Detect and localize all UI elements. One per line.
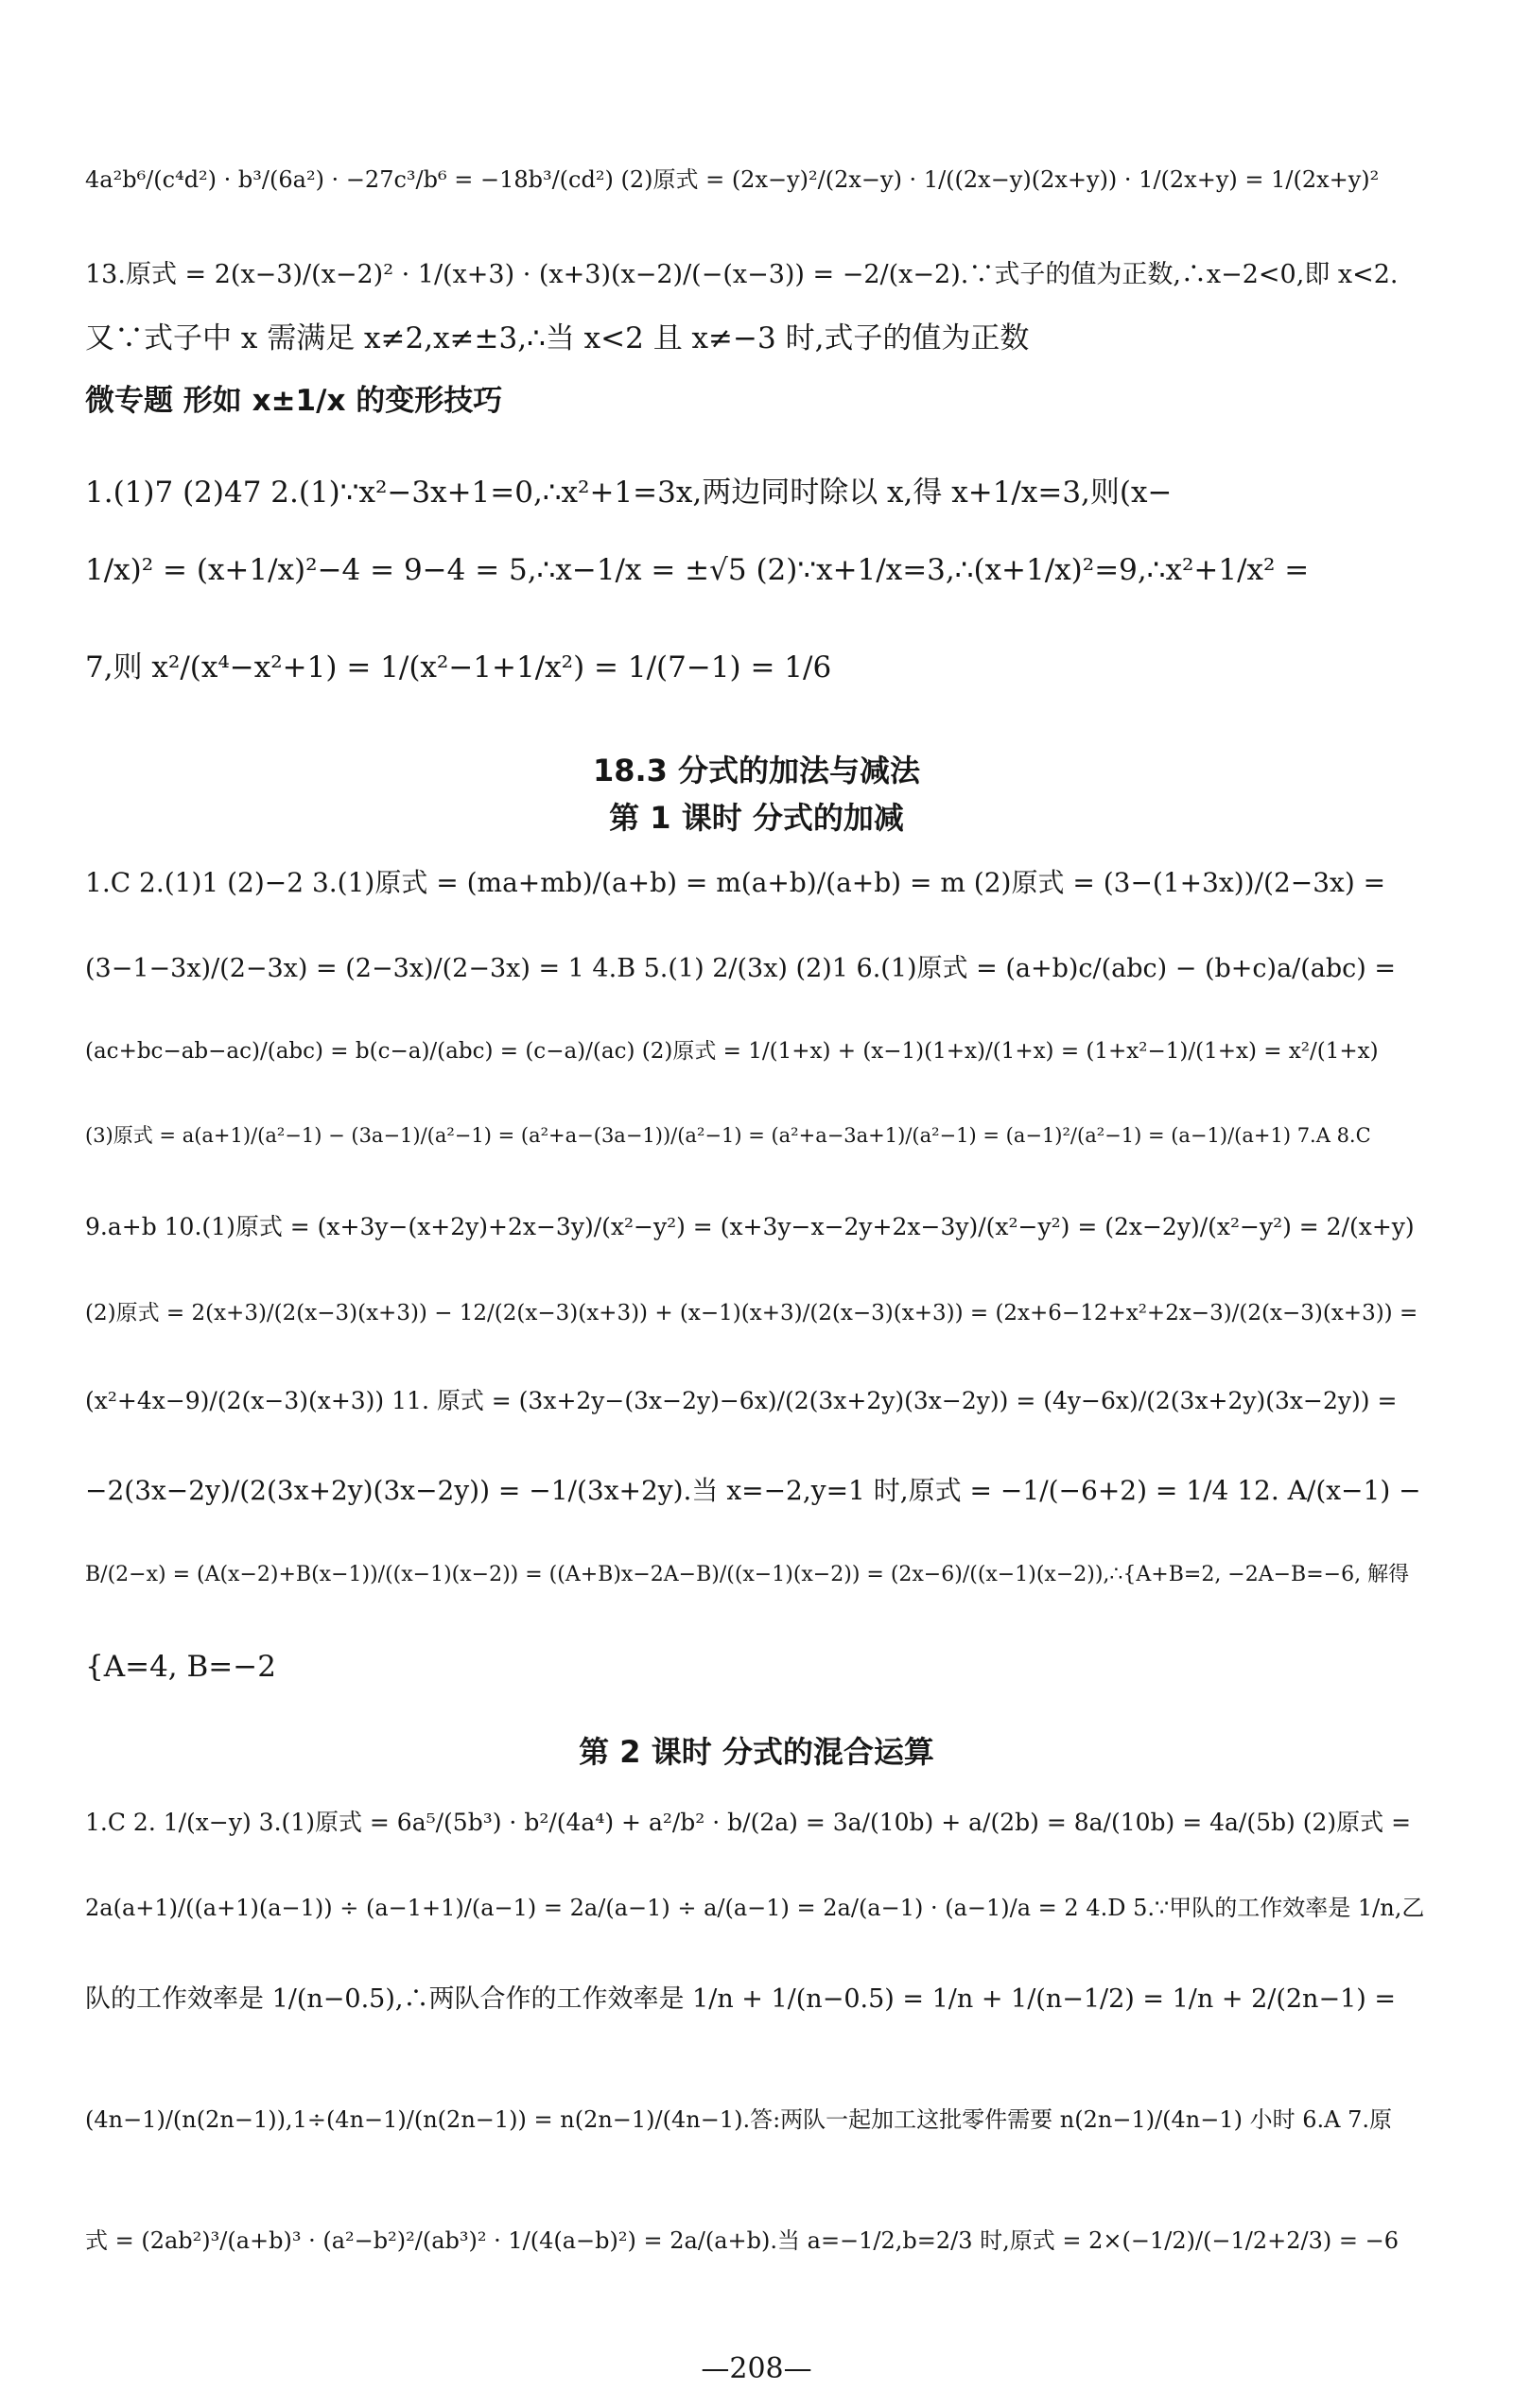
text-line-16: {A=4, B=−2 [85,1650,276,1684]
text-line-17: 1.C 2. 1/(x−y) 3.(1)原式 = 6a⁵/(5b³) · b²/(4a⁴) + a²/b² · b/(2a) = 3a/(10b) + a/(2b) = 8a/(10b) = 4a/(5b) (2)原式 = [85,1809,1412,1836]
text-line-13: (x²+4x−9)/(2(x−3)(x+3)) 11. 原式 = (3x+2y−(3x−2y)−6x)/(2(3x+2y)(3x−2y)) = (4y−6x)/(2(3x+2y)(3x−2y)) = [85,1387,1398,1414]
text-line-1: 4a²b⁶/(c⁴d²) · b³/(6a²) · −27c³/b⁶ = −18b³/(cd²) (2)原式 = (2x−y)²/(2x−y) · 1/((2x−y)(2x+y)) · 1/(2x+y) = 1/(2x+y)² [85,166,1380,193]
text-line-5: 1/x)² = (x+1/x)²−4 = 9−4 = 5,∴x−1/x = ±√5 (2)∵x+1/x=3,∴(x+1/x)²=9,∴x²+1/x² = [85,553,1310,587]
lesson-1-heading: 第 1 课时 分式的加减 [609,800,904,836]
section-heading: 18.3 分式的加法与减法 [592,753,921,788]
text-line-3: 又∵式子中 x 需满足 x≠2,x≠±3,∴当 x<2 且 x≠−3 时,式子的值为正数 [85,321,1030,355]
text-line-15: B/(2−x) = (A(x−2)+B(x−1))/((x−1)(x−2)) = ((A+B)x−2A−B)/((x−1)(x−2)) = (2x−6)/((x−1)(x−2)),∴{A+B=2, −2A−B=−6, 解得 [85,1563,1410,1586]
text-line-18: 2a(a+1)/((a+1)(a−1)) ÷ (a−1+1)/(a−1) = 2a/(a−1) ÷ a/(a−1) = 2a/(a−1) · (a−1)/a = 2 4.D 5.∵甲队的工作效率是 1/n,乙 [85,1895,1425,1921]
text-line-19: 队的工作效率是 1/(n−0.5),∴两队合作的工作效率是 1/n + 1/(n−0.5) = 1/n + 1/(n−1/2) = 1/n + 2/(2n−1) = [85,1984,1396,2014]
text-line-4: 1.(1)7 (2)47 2.(1)∵x²−3x+1=0,∴x²+1=3x,两边同时除以 x,得 x+1/x=3,则(x− [85,476,1173,510]
page-number: —208— [701,2352,812,2385]
text-line-14: −2(3x−2y)/(2(3x+2y)(3x−2y)) = −1/(3x+2y).当 x=−2,y=1 时,原式 = −1/(−6+2) = 1/4 12. A/(x−1) − [85,1475,1421,1506]
text-line-8: (3−1−3x)/(2−3x) = (2−3x)/(2−3x) = 1 4.B 5.(1) 2/(3x) (2)1 6.(1)原式 = (a+b)c/(abc) − (b+c)a/(abc) = [85,954,1397,983]
text-line-6: 7,则 x²/(x⁴−x²+1) = 1/(x²−1+1/x²) = 1/(7−1) = 1/6 [85,650,832,684]
text-line-11: 9.a+b 10.(1)原式 = (x+3y−(x+2y)+2x−3y)/(x²−y²) = (x+3y−x−2y+2x−3y)/(x²−y²) = (2x−2y)/(x²−y²) = 2/(x+y) [85,1213,1415,1240]
text-line-2: 13.原式 = 2(x−3)/(x−2)² · 1/(x+3) · (x+3)(x−2)/(−(x−3)) = −2/(x−2).∵式子的值为正数,∴x−2<0,即 x<2. [85,260,1399,289]
text-line-12: (2)原式 = 2(x+3)/(2(x−3)(x+3)) − 12/(2(x−3)(x+3)) + (x−1)(x+3)/(2(x−3)(x+3)) = (2x+6−12+x²+2x−3)/(2(x−3)(x+3)) = [85,1301,1418,1325]
micro-topic-heading: 微专题 形如 x±1/x 的变形技巧 [85,384,503,418]
lesson-2-heading: 第 2 课时 分式的混合运算 [579,1734,934,1770]
text-line-20: (4n−1)/(n(2n−1)),1÷(4n−1)/(n(2n−1)) = n(2n−1)/(4n−1).答:两队一起加工这批零件需要 n(2n−1)/(4n−1) 小时 6.A 7.原 [85,2106,1393,2133]
text-line-9: (ac+bc−ab−ac)/(abc) = b(c−a)/(abc) = (c−a)/(ac) (2)原式 = 1/(1+x) + (x−1)(1+x)/(1+x) = (1+x²−1)/(1+x) = x²/(1+x) [85,1039,1379,1064]
text-line-7: 1.C 2.(1)1 (2)−2 3.(1)原式 = (ma+mb)/(a+b) = m(a+b)/(a+b) = m (2)原式 = (3−(1+3x))/(2−3x) = [85,867,1386,898]
text-line-21: 式 = (2ab²)³/(a+b)³ · (a²−b²)²/(ab³)² · 1/(4(a−b)²) = 2a/(a+b).当 a=−1/2,b=2/3 时,原式 = 2×(−1/2)/(−1/2+2/3) = −6 [85,2227,1400,2254]
text-line-10: (3)原式 = a(a+1)/(a²−1) − (3a−1)/(a²−1) = (a²+a−(3a−1))/(a²−1) = (a²+a−3a+1)/(a²−1) = (a−1)²/(a²−1) = (a−1)/(a+1) 7.A 8.C [85,1124,1371,1147]
